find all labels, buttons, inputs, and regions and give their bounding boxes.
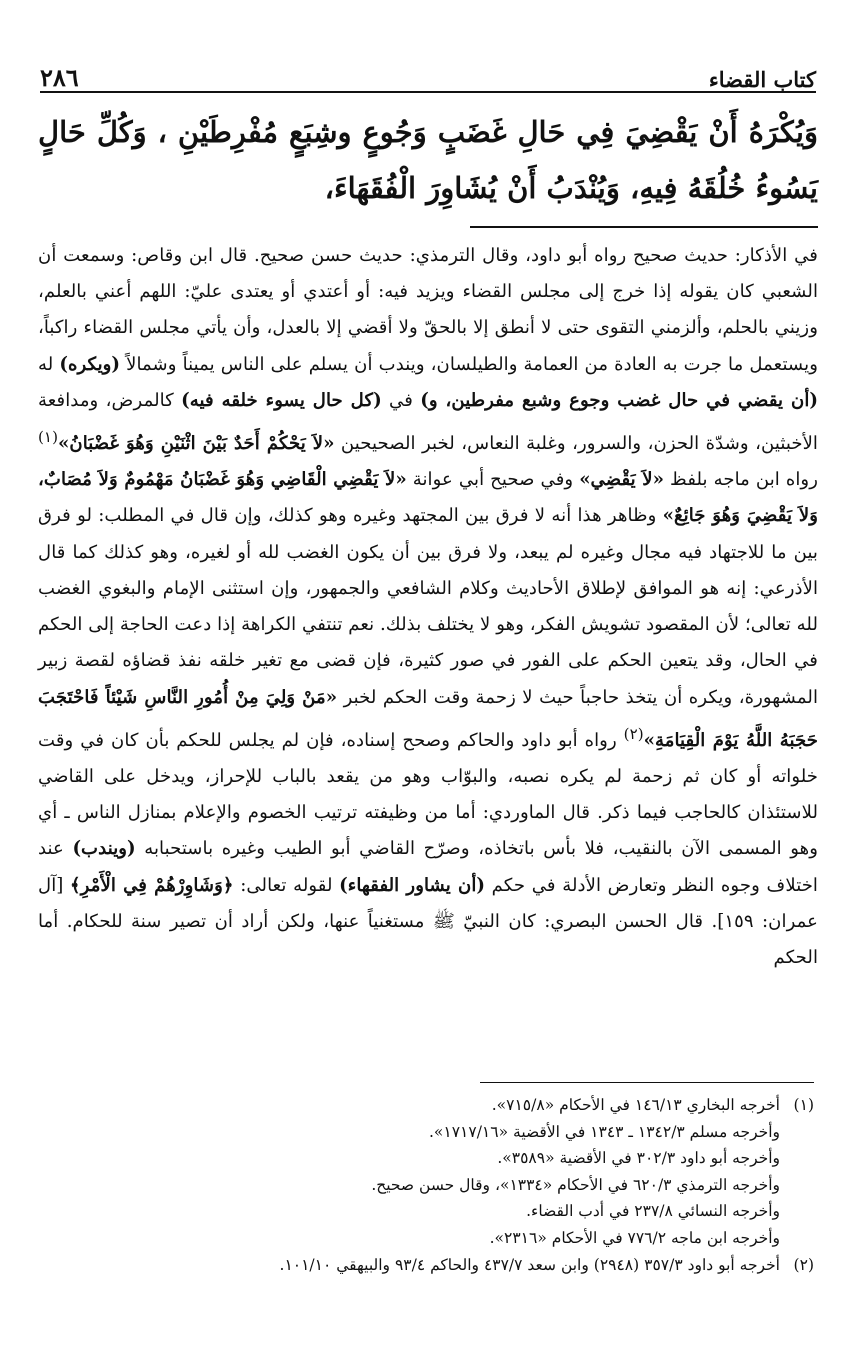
header-rule — [40, 91, 816, 93]
commentary-run: رواه أبو داود والحاكم وصحح إسناده، فإن لم يجلس للحكم بأن كان في وقت خلواته أو كان ثم زحمة لم يكره نصبه، والبوّاب وهو من يقعد بالباب للإحراز، ويدخل على القاضي للاستئذان كالحاجب فيما ذكر. قال الماوردي: أما من وظيفته ترتيب الخصوم والإعلام بمنازل الناس ـ أي وهو المسمى الآن بالنقيب، فلا بأس باتخاذه، وصرّح القاضي أبو الطيب وغيره باستحبابه — [38, 729, 818, 860]
footnote-ref-2: (٢) — [623, 724, 644, 743]
footnote-line: وأخرجه مسلم ١٣٤٢/٣ ـ ١٣٤٣ في الأقضية «١٧١٧/١٦». — [428, 1122, 780, 1141]
quran-quote: ﴿وَشَاوِرْهُمْ فِي الْأَمْرِ﴾ — [70, 874, 234, 896]
footnote-2 — [42, 1252, 814, 1279]
bold-matn-quote: (كل حال يسوء خلقه فيه) — [181, 389, 382, 411]
footnote-line: أخرجه أبو داود ٣٥٧/٣ (٢٩٤٨) وابن سعد ٤٣٧/٧ والحاكم ٩٣/٤ والبيهقي ١٠١/١٠. — [279, 1255, 780, 1274]
page-number: ٢٨٦ — [40, 63, 79, 92]
hadith-quote: «مَنْ وَلِيَ مِنْ أُمُورِ النَّاسِ شَيْئاً فَاحْتَجَبَ حَجَبَهُ اللَّهُ يَوْمَ الْقِيَامَةِ» — [38, 686, 818, 751]
footnote-line: وأخرجه أبو داود ٣٠٢/٣ في الأقضية «٣٥٨٩». — [497, 1149, 780, 1168]
commentary-run: له — [38, 353, 60, 375]
commentary-run: كالمرض، ومدافعة الأخبثين، وشدّة الحزن، والسرور، وغلبة النعاس، لخبر الصحيحين — [38, 389, 818, 455]
matn-rule — [470, 226, 818, 228]
commentary-text — [38, 238, 818, 976]
bold-matn-quote: (ويندب) — [72, 838, 136, 860]
hadith-quote: «لاَ يَقْضِي» — [579, 469, 665, 491]
footnote-number: (١) — [793, 1096, 814, 1114]
commentary-run: في — [381, 389, 421, 411]
footnote-line: أخرجه البخاري ١٤٦/١٣ في الأحكام «٧١٥/٨». — [491, 1096, 780, 1114]
bold-matn-quote: (أن يقضي في حال غضب وجوع وشبع مفرطين، و) — [420, 389, 818, 411]
commentary-run: في الأذكار: حديث صحيح رواه أبو داود، وقال الترمذي: حديث حسن صحيح. قال ابن وقاص: وسمعت أن الشعبي كان يقوله إذا خرج إلى مجلس القضاء ويزيد فيه: أو أعتدي أو يعتدى عليّ: اللهم أعني بالعلم، وزيني بالحلم، وألزمني التقوى حتى لا أنطق إلا بالحقّ ولا أقضي إلا بالعدل، وأن يأتي مجلس القضاء راكباً، ويستعمل ما جرت به العادة من العمامة والطيلسان، ويندب أن يسلم على الناس يميناً وشمالاً — [38, 245, 819, 375]
commentary-run: رواه ابن ماجه بلفظ — [664, 469, 819, 491]
running-title: كتاب القضاء — [708, 67, 816, 92]
commentary-run: [آل عمران: ١٥٩]. قال الحسن البصري: كان النبيّ ﷺ مستغنياً عنها، ولكن أراد أن تصير سنة للحكام. أما الحكم — [38, 874, 818, 968]
matn-text: وَيُكْرَهُ أَنْ يَقْضِيَ فِي حَالِ غَضَبٍ وَجُوعٍ وشِبَعٍ مُفْرِطَيْنِ ، وَكُلِّ حَالٍ يَسُوءُ خُلُقَهُ فِيهِ، وَيُنْدَبُ أَنْ يُشَاوِرَ الْفُقَهَاءَ، — [38, 115, 818, 205]
footnote-number: (٢) — [793, 1255, 814, 1274]
footnote-line: وأخرجه الترمذي ٦٢٠/٣ في الأحكام «١٣٣٤»، وقال حسن صحيح. — [371, 1175, 780, 1194]
bold-matn-quote: (ويكره) — [59, 353, 121, 375]
page-header — [40, 52, 816, 92]
commentary-run: وظاهر هذا أنه لا فرق بين المجتهد وغيره وهو كذلك، وإن قال في المطلب: لو فرق بين ما للاجتهاد فيه مجال وغيره لم يبعد، ولا فرق بين أن يكون الغضب لله أو لغيره، وهو كذلك كما قال الأذرعي: إنه هو الموافق لإطلاق الأحاديث وكلام الشافعي والجمهور، وإن استثنى الإمام والبغوي الغضب لله تعالى؛ لأن المقصود تشويش الفكر، وهو لا يختلف بذلك. نعم تنتفي الكراهة إذا دعت الحاجة إلى الحكم في الحال، وقد يتعين الحكم على الفور في صور كثيرة، فإن قضى مع تغير خلقه نفذ قضاؤه لقصة زبير المشهورة، ويكره أن يتخذ حاجباً حيث لا زحمة وقت الحكم لخبر — [38, 505, 818, 708]
footnote-rule — [480, 1082, 814, 1083]
commentary-run: وفي صحيح أبي عوانة — [406, 469, 580, 491]
commentary-paragraph — [38, 238, 818, 976]
commentary-run: عند اختلاف وجوه النظر وتعارض الأدلة في حكم — [38, 838, 818, 896]
footnote-line: وأخرجه ابن ماجه ٧٧٦/٢ في الأحكام «٢٣١٦». — [489, 1228, 780, 1247]
commentary-run: لقوله تعالى: — [233, 874, 340, 896]
footnote-1 — [42, 1092, 814, 1119]
footnotes — [42, 1092, 814, 1278]
footnote-ref-1: (١) — [38, 428, 58, 447]
hadith-quote: «لاَ يَقْضِي الْقَاضِي وَهُوَ غَضْبَانُ مَهْمُومٌ وَلاَ مُصَابٌ، وَلاَ يَقْضِيَ وَهُوَ جَائِعٌ» — [38, 469, 818, 527]
hadith-quote: «لاَ يَحْكُمْ أَحَدٌ بَيْنَ اثْنَيْنِ وَهُوَ غَضْبَانُ» — [57, 433, 335, 455]
bold-matn-quote: (أن يشاور الفقهاء) — [339, 874, 486, 896]
footnote-line: وأخرجه النسائي ٢٣٧/٨ في أدب القضاء. — [526, 1202, 780, 1221]
